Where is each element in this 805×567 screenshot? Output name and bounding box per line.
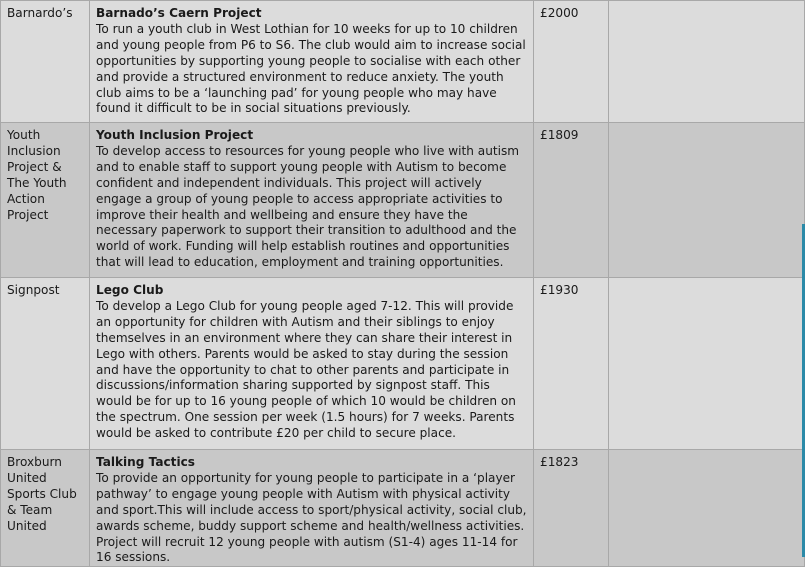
- amount-cell: £1930: [534, 278, 609, 450]
- description-cell: [90, 123, 534, 278]
- organisation-cell: Barnardo’s: [1, 1, 90, 123]
- project-description: To run a youth club in West Lothian for 10 weeks for up to 10 children and young people from P6 to S6. The club would aim to increase social opportunities by supporting young people to socialise with each other and provide a structured environment to reduce anxiety. The youth club aims to be a ‘launching pad’ for young people who may have found it difficult to be in social situations previously.: [96, 21, 526, 116]
- description-cell: [90, 450, 534, 567]
- table-row: [1, 278, 805, 450]
- amount-cell: £1809: [534, 123, 609, 278]
- table-row: [1, 1, 805, 123]
- amount-cell: £2000: [534, 1, 609, 123]
- project-title: Youth Inclusion Project: [96, 128, 254, 142]
- organisation-cell: Signpost: [1, 278, 90, 450]
- organisation-cell: Youth Inclusion Project & The Youth Action Project: [1, 123, 90, 278]
- project-title: Talking Tactics: [96, 455, 195, 469]
- empty-cell: [609, 123, 805, 278]
- amount-cell: £1823: [534, 450, 609, 567]
- project-description: To develop a Lego Club for young people aged 7-12. This will provide an opportunity for children with Autism and their siblings to enjoy themselves in an environment where they can share their interest in Lego with others. Parents would be asked to stay during the session and have the opportunity to chat to other parents and participate in discussions/information sharing supported by signpost staff. This would be for up to 16 young people of which 10 would be children on the spectrum. One session per week (1.5 hours) for 7 weeks. Parents would be asked to contribute £20 per child to secure place.: [96, 298, 516, 441]
- project-description: To develop access to resources for young people who live with autism and to enable staff to support young people with Autism to become confident and independent individuals. This project will actively engage a group of young people to access appropriate activities to improve their health and wellbeing and ensure they have the necessary paperwork to support their transition to adulthood and the world of work. Funding will help establish routines and opportunities that will lead to education, employment and training opportunities.: [96, 143, 520, 270]
- table-row: [1, 123, 805, 278]
- empty-cell: [609, 1, 805, 123]
- project-title: Barnado’s Caern Project: [96, 6, 262, 20]
- project-title: Lego Club: [96, 283, 164, 297]
- empty-cell: [609, 450, 805, 567]
- empty-cell: [609, 278, 805, 450]
- project-description: To provide an opportunity for young people to participate in a ‘player pathway’ to engage young people with Autism with physical activity and sport.This will include access to sport/physical activity, social club, awards scheme, buddy support scheme and health/wellness activities. Project will recruit 12 young people with autism (S1-4) ages 11-14 for 16 sessions.: [96, 470, 527, 565]
- organisation-cell: Broxburn United Sports Club & Team United: [1, 450, 90, 567]
- description-cell: [90, 278, 534, 450]
- description-cell: [90, 1, 534, 123]
- table-row: [1, 450, 805, 567]
